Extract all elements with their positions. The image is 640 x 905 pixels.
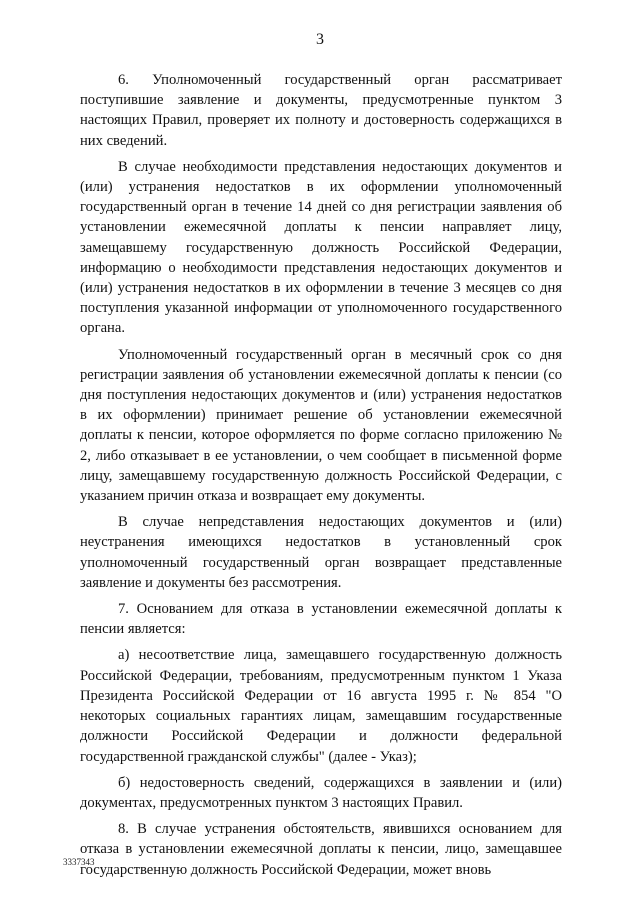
paragraph-7: 7. Основанием для отказа в установлении ежемесячной доплаты к пенсии является:	[80, 601, 562, 638]
paragraph-decision: Уполномоченный государственный орган в месячный срок со дня регистрации заявления об установлении ежемесячной доплаты к пенсии (со дня поступления недостающих документов и (или) устранения недостатков в их оформлении) принимает решение об установлении ежемесячной доплаты к пенсии, которое оформляется по форме согласно приложению № 2, либо отказывает в ее установлении, о чем сообщает в письменной форме лицу, замещавшему государственную должность Российской Федерации, с указанием причин отказа и возвращает ему документы.	[80, 346, 562, 505]
paragraph-6: 6. Уполномоченный государственный орган рассматривает поступившие заявление и документы, предусмотренные пунктом 3 настоящих Правил, проверяет их полноту и достоверность содержащихся в них сведений.	[80, 72, 562, 149]
page-number: 3	[316, 31, 324, 48]
paragraph-8: 8. В случае устранения обстоятельств, явившихся основанием для отказа в установлении ежемесячной доплаты к пенсии, лицо, замещавшее государственную должность Российской Федерации, может вновь	[80, 821, 562, 878]
paragraph-missing-documents: В случае необходимости представления недостающих документов и (или) устранения недостатков в их оформлении уполномоченный государственный орган в течение 14 дней со дня регистрации заявления об установлении ежемесячной доплаты к пенсии направляет лицу, замещавшему государственную должность Российской Федерации, информацию о необходимости представления недостающих документов и (или) устранения недостатков в их оформлении в течение 3 месяцев со дня поступления указанной информации от уполномоченного государственного органа.	[80, 158, 562, 337]
paragraph-7a: а) несоответствие лица, замещавшего государственную должность Российской Федерации, требованиям, предусмотренным пунктом 1 Указа Президента Российской Федерации от 16 августа 1995 г. № 854 "О некоторых социальных гарантиях лицам, замещавшим государственные должности Российской Федерации и должности федеральной государственной гражданской службы" (далее - Указ);	[80, 647, 562, 765]
document-body	[80, 70, 562, 886]
document-code: 3337343	[63, 857, 95, 867]
paragraph-return-documents: В случае непредставления недостающих документов и (или) неустранения имеющихся недостатков в установленный срок уполномоченный государственный орган возвращает представленные заявление и документы без рассмотрения.	[80, 514, 562, 591]
paragraph-7b: б) недостоверность сведений, содержащихся в заявлении и (или) документах, предусмотренных пунктом 3 настоящих Правил.	[80, 774, 562, 811]
